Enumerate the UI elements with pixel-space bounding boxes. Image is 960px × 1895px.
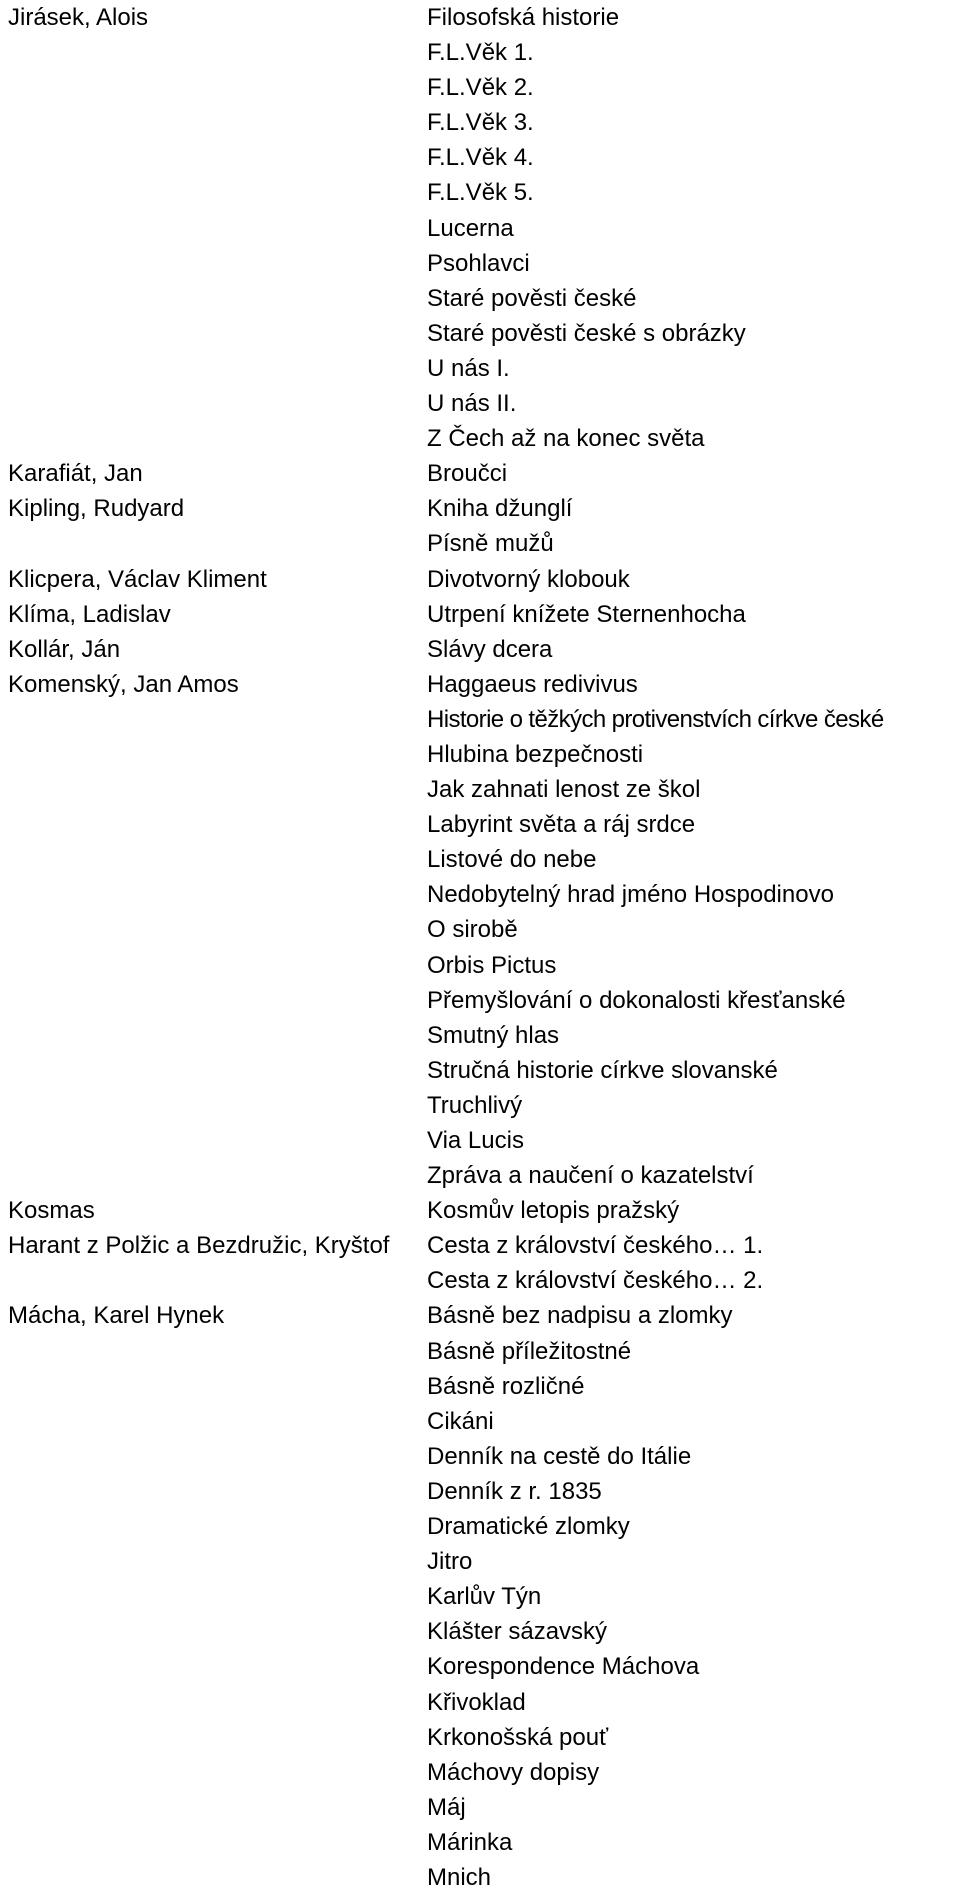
work-title: Zpráva a naučení o kazatelství bbox=[427, 1162, 754, 1190]
list-row bbox=[0, 526, 960, 561]
work-title: Básně příležitostné bbox=[427, 1337, 632, 1365]
work-title: Máchovy dopisy bbox=[427, 1758, 600, 1786]
work-title: Labyrint světa a ráj srdce bbox=[427, 811, 696, 839]
list-row bbox=[0, 983, 960, 1018]
list-row bbox=[0, 105, 960, 140]
work-title: Márinka bbox=[427, 1828, 513, 1856]
work-title: Básně rozličné bbox=[427, 1372, 585, 1400]
work-title: Mnich bbox=[427, 1863, 492, 1891]
work-title: Z Čech až na konec světa bbox=[427, 425, 705, 453]
list-row bbox=[0, 1614, 960, 1649]
list-row bbox=[0, 632, 960, 667]
work-title: Jak zahnati lenost ze škol bbox=[427, 776, 701, 804]
list-row bbox=[0, 1334, 960, 1369]
list-row bbox=[0, 0, 960, 35]
work-title: Orbis Pictus bbox=[427, 951, 557, 979]
list-row bbox=[0, 1088, 960, 1123]
list-row bbox=[0, 35, 960, 70]
work-title: Cikáni bbox=[427, 1407, 494, 1435]
work-title: U nás I. bbox=[427, 354, 510, 382]
work-title: F.L.Věk 3. bbox=[427, 109, 534, 137]
list-row bbox=[0, 70, 960, 105]
work-title: Slávy dcera bbox=[427, 635, 553, 663]
list-row bbox=[0, 1790, 960, 1825]
author-name: Mácha, Karel Hynek bbox=[8, 1302, 225, 1330]
work-title: Cesta z království českého… 1. bbox=[427, 1232, 764, 1260]
work-title: Jitro bbox=[427, 1548, 473, 1576]
list-row bbox=[0, 1825, 960, 1860]
work-title: F.L.Věk 5. bbox=[427, 179, 534, 207]
list-row bbox=[0, 246, 960, 281]
work-title: Staré pověsti české s obrázky bbox=[427, 319, 746, 347]
work-title: Smutný hlas bbox=[427, 1021, 560, 1049]
list-row bbox=[0, 1439, 960, 1474]
list-row bbox=[0, 491, 960, 526]
list-row bbox=[0, 211, 960, 246]
work-title: Máj bbox=[427, 1793, 466, 1821]
work-title: Denník z r. 1835 bbox=[427, 1477, 602, 1505]
author-name: Komenský, Jan Amos bbox=[8, 670, 239, 698]
list-row bbox=[0, 562, 960, 597]
work-title: Truchlivý bbox=[427, 1091, 523, 1119]
work-title: Via Lucis bbox=[427, 1127, 524, 1154]
work-title: O sirobě bbox=[427, 916, 518, 944]
list-row bbox=[0, 737, 960, 772]
list-row bbox=[0, 1860, 960, 1895]
author-name: Kipling, Rudyard bbox=[8, 495, 185, 523]
list-row bbox=[0, 1263, 960, 1298]
list-row bbox=[0, 1685, 960, 1720]
work-title: Cesta z království českého… 2. bbox=[427, 1267, 764, 1295]
list-row bbox=[0, 842, 960, 877]
list-row bbox=[0, 912, 960, 947]
work-title: U nás II. bbox=[427, 390, 517, 418]
work-title: Stručná historie církve slovanské bbox=[427, 1056, 778, 1084]
work-title: Lucerna bbox=[427, 214, 514, 242]
work-title: Psohlavci bbox=[427, 249, 530, 277]
list-row bbox=[0, 772, 960, 807]
list-row bbox=[0, 456, 960, 491]
work-title: Utrpení knížete Sternenhocha bbox=[427, 600, 746, 628]
work-title: Nedobytelný hrad jméno Hospodinovo bbox=[427, 881, 834, 909]
work-title: Dramatické zlomky bbox=[427, 1513, 630, 1541]
list-row bbox=[0, 807, 960, 842]
list-row bbox=[0, 140, 960, 175]
list-row bbox=[0, 1579, 960, 1614]
list-row bbox=[0, 1720, 960, 1755]
list-row bbox=[0, 1509, 960, 1544]
list-row bbox=[0, 1755, 960, 1790]
work-title: Kniha džunglí bbox=[427, 495, 573, 523]
work-title: Korespondence Máchova bbox=[427, 1653, 700, 1681]
work-title: Klášter sázavský bbox=[427, 1618, 608, 1646]
work-title: F.L.Věk 1. bbox=[427, 39, 534, 67]
work-title: Denník na cestě do Itálie bbox=[427, 1442, 692, 1470]
list-row bbox=[0, 702, 960, 737]
author-name: Klicpera, Václav Kliment bbox=[8, 565, 267, 593]
work-title: Historie o těžkých protivenstvích církve české bbox=[427, 705, 884, 733]
list-row bbox=[0, 421, 960, 456]
list-row bbox=[0, 1649, 960, 1684]
list-row bbox=[0, 175, 960, 210]
work-title: Divotvorný klobouk bbox=[427, 565, 630, 593]
work-title: Básně bez nadpisu a zlomky bbox=[427, 1302, 733, 1330]
author-name: Kosmas bbox=[8, 1197, 95, 1225]
author-name: Karafiát, Jan bbox=[8, 460, 143, 488]
work-title: Hlubina bezpečnosti bbox=[427, 740, 644, 768]
work-title: Krkonošská pouť bbox=[427, 1723, 609, 1751]
list-row bbox=[0, 316, 960, 351]
list-row bbox=[0, 281, 960, 316]
list-row bbox=[0, 386, 960, 421]
list-row bbox=[0, 667, 960, 702]
author-name: Harant z Polžic a Bezdružic, Kryštof bbox=[8, 1232, 390, 1260]
list-row bbox=[0, 1018, 960, 1053]
work-title: Haggaeus redivivus bbox=[427, 670, 638, 698]
list-row bbox=[0, 877, 960, 912]
list-row bbox=[0, 1193, 960, 1228]
list-row bbox=[0, 351, 960, 386]
list-row bbox=[0, 1158, 960, 1193]
list-row bbox=[0, 1544, 960, 1579]
work-title: Písně mužů bbox=[427, 530, 554, 558]
list-row bbox=[0, 948, 960, 983]
list-row bbox=[0, 1474, 960, 1509]
list-row bbox=[0, 1404, 960, 1439]
work-title: F.L.Věk 4. bbox=[427, 144, 534, 172]
work-title: Přemyšlování o dokonalosti křesťanské bbox=[427, 986, 846, 1014]
list-row bbox=[0, 1123, 960, 1158]
work-title: F.L.Věk 2. bbox=[427, 74, 534, 102]
author-name: Klíma, Ladislav bbox=[8, 600, 171, 628]
list-row bbox=[0, 1053, 960, 1088]
list-row bbox=[0, 597, 960, 632]
list-row bbox=[0, 1369, 960, 1404]
author-name: Kollár, Ján bbox=[8, 635, 121, 663]
work-title: Broučci bbox=[427, 460, 508, 488]
list-row bbox=[0, 1228, 960, 1263]
work-title: Kosmův letopis pražský bbox=[427, 1197, 680, 1225]
work-title: Karlův Týn bbox=[427, 1583, 542, 1611]
work-title: Staré pověsti české bbox=[427, 284, 637, 312]
work-title: Filosofská historie bbox=[427, 4, 620, 31]
work-title: Listové do nebe bbox=[427, 846, 597, 874]
work-title: Křivoklad bbox=[427, 1688, 526, 1716]
list-row bbox=[0, 1298, 960, 1333]
author-name: Jirásek, Alois bbox=[8, 4, 149, 31]
